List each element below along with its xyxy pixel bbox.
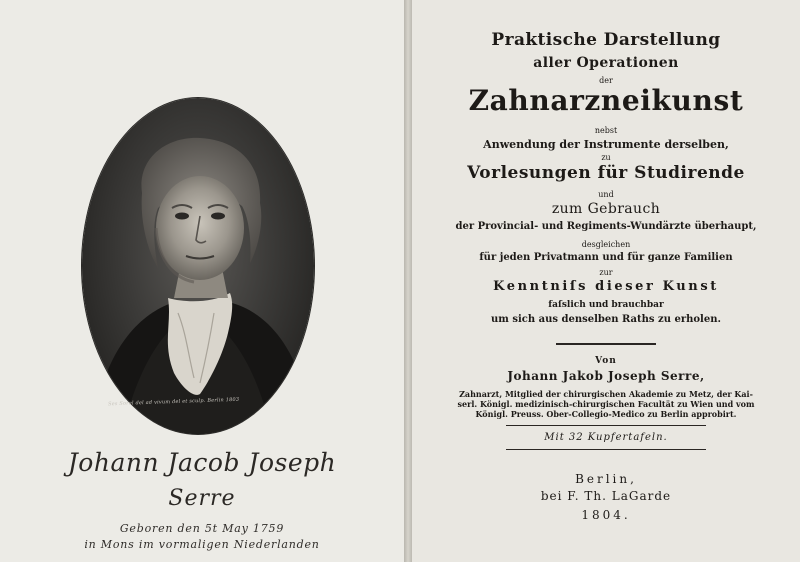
title-line-3: der bbox=[599, 76, 613, 85]
title-line-5: nebst bbox=[594, 126, 618, 135]
title-line-6: Anwendung der Instrumente derselben, bbox=[483, 138, 729, 151]
title-line-13: für jeden Privatmann und für ganze Familien bbox=[479, 252, 733, 263]
portrait-engraving bbox=[82, 98, 314, 434]
title-line-2: aller Operationen bbox=[533, 55, 679, 71]
book-gutter bbox=[404, 0, 412, 562]
by-line: Von bbox=[595, 356, 617, 366]
title-line-15: Kenntniſs dieser Kunst bbox=[493, 279, 719, 294]
title-line-10: zum Gebrauch bbox=[551, 201, 661, 217]
divider-rule bbox=[506, 449, 706, 450]
author-description-2: serl. Königl. medizinisch-chirurgischen Facultät zu Wien und vom bbox=[457, 399, 755, 409]
imprint-year: 1804. bbox=[581, 508, 631, 522]
title-line-9: und bbox=[598, 190, 614, 199]
title-page bbox=[412, 0, 800, 562]
author-name: Johann Jakob Joseph Serre, bbox=[507, 369, 705, 383]
divider-rule bbox=[556, 343, 656, 345]
author-description-3: Königl. Preuss. Ober-Collegio-Medico zu Berlin approbirt. bbox=[475, 409, 737, 419]
sitter-name-line2: Serre bbox=[168, 486, 236, 511]
engraver-caption: Ses Sorel del ad vivum del et sculp. Berlin 1803 bbox=[107, 396, 240, 408]
title-line-17: um sich aus denselben Raths zu erholen. bbox=[491, 314, 721, 325]
imprint-place: Berlin, bbox=[575, 472, 637, 486]
portrait-figure-illustration bbox=[82, 98, 314, 434]
title-line-16: faſslich und brauchbar bbox=[548, 300, 664, 310]
title-line-7: zu bbox=[601, 153, 611, 162]
sitter-name-line1: Johann Jacob Joseph bbox=[67, 448, 337, 477]
title-line-1: Praktische Darstellung bbox=[491, 30, 721, 50]
author-description-1: Zahnarzt, Mitglied der chirurgischen Akademie zu Metz, der Kai- bbox=[459, 389, 753, 399]
title-line-12: desgleichen bbox=[581, 240, 631, 249]
birth-place-line: in Mons im vormaligen Niederlanden bbox=[84, 538, 320, 551]
title-line-11: der Provincial- und Regiments-Wundärzte überhaupt, bbox=[455, 221, 757, 232]
divider-rule bbox=[506, 425, 706, 426]
main-title: Zahnarzneikunst bbox=[468, 84, 744, 117]
plates-note: Mit 32 Kupfertafeln. bbox=[544, 432, 668, 443]
imprint-publisher: bei F. Th. LaGarde bbox=[540, 489, 672, 503]
birth-date-line: Geboren den 5t May 1759 bbox=[119, 522, 285, 535]
title-line-8: Vorlesungen für Studirende bbox=[467, 163, 745, 183]
title-line-14: zur bbox=[599, 268, 613, 277]
